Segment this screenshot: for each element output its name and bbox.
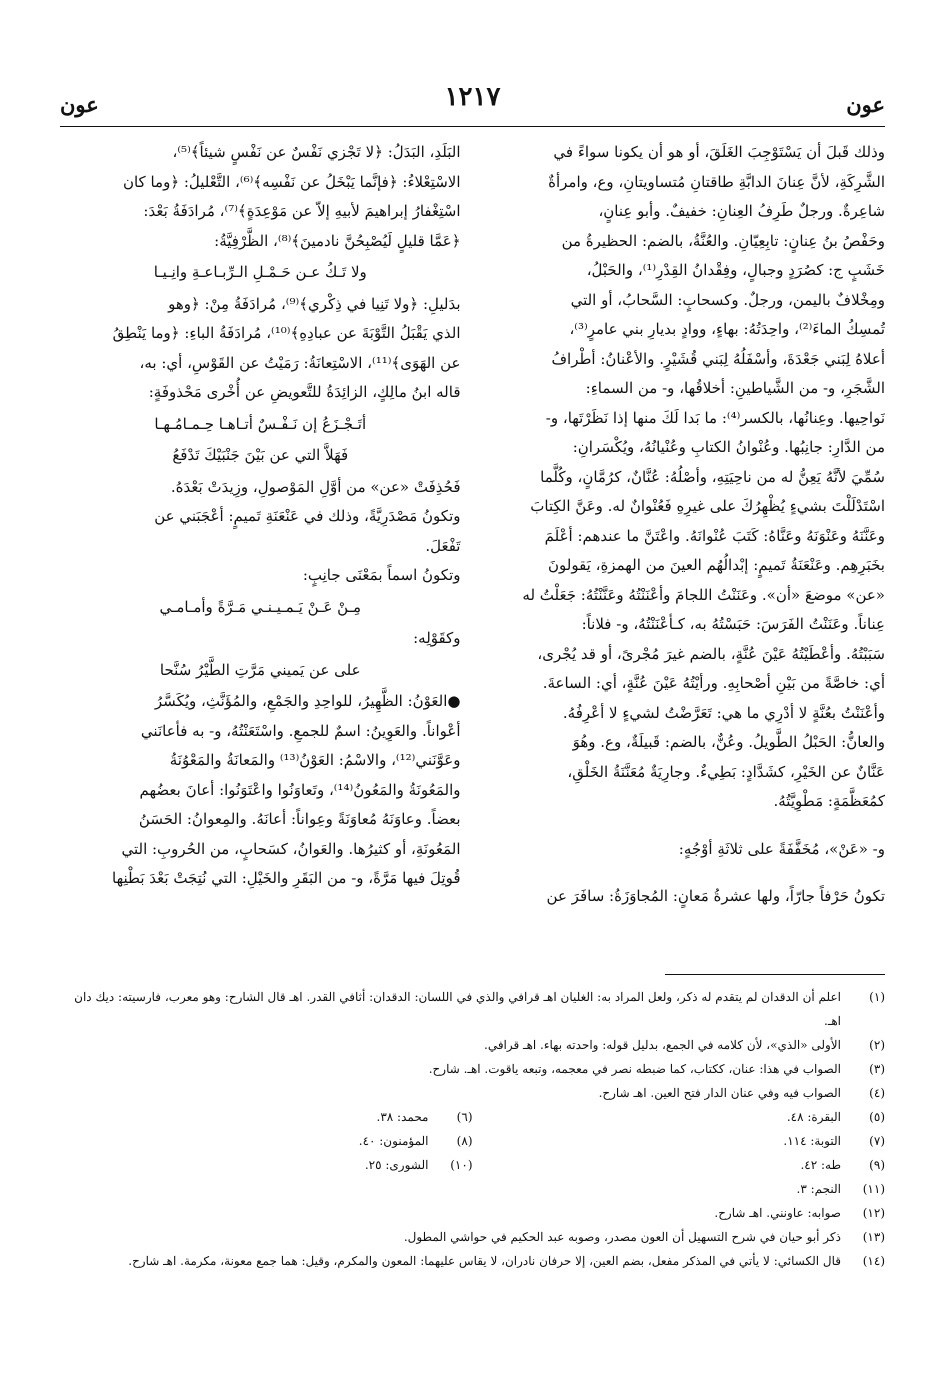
poetry-verse: فَهَلاَّ التي عن بَيْنَ جَنْبَيْكَ تَدْفَعُ bbox=[172, 446, 349, 464]
footnote bbox=[473, 1129, 886, 1153]
footnote-text: الصواب فيه وفي عنان الدار فتح العين. اهـ شارح. bbox=[598, 1086, 841, 1100]
text-line: والعانُّ: الحَبْلُ الطَّويلُ. وعُنٌّ، بالضم: قَبيلَةٌ، وع. وهُوَ bbox=[572, 733, 885, 751]
text-line: عَنَّانٌ عن الخَيْرِ، كشَدَّادٍ: بَطِيءٌ. وجارِيَةٌ مُعَنَّنَةُ الخَلْقِ، bbox=[567, 762, 885, 781]
spacer bbox=[485, 817, 886, 835]
footnote bbox=[60, 1033, 885, 1057]
footnote bbox=[473, 1177, 886, 1201]
text-line: المَعُونَةِ، أو كثيرُها. والعَوانُ، كسَحابٍ، من الحُروبِ: التي bbox=[121, 839, 461, 858]
footnote bbox=[60, 1225, 885, 1249]
text-line: تكونُ حَرْفاً جارّاً، ولها عشرةُ مَعانٍ: المُجاوَزَةُ: سافَرَ عن bbox=[546, 887, 885, 905]
footnote bbox=[60, 1249, 885, 1273]
poetry-verse: مِـنْ عَـنْ يَـمـيـنـي مَـرَّةً وأمـامـي bbox=[159, 597, 362, 616]
text-line: فَحُذِفَتْ «عن» من أوَّلِ المَوْصولِ، وزِيدَتْ بَعْدَهُ. bbox=[170, 477, 461, 496]
text-line: سُمِّيَ لأنَّهُ يَعِنُّ له من ناحِيَتِهِ، وأصْلُهُ: عُنَّانٌ، كرُمَّانٍ، وكُلَّما bbox=[540, 467, 885, 486]
footnote bbox=[473, 1105, 886, 1129]
text-line: كمُعَظَّمَةٍ: مَطْوِيَّتُهُ. bbox=[773, 792, 885, 810]
footnote bbox=[60, 1081, 885, 1105]
footnote-text: طه: ٤٢. bbox=[800, 1158, 841, 1172]
footnote-text: النجم: ٣. bbox=[796, 1182, 841, 1196]
footnote bbox=[473, 1153, 886, 1177]
footnotes bbox=[60, 985, 885, 1273]
footnote-text: صوابه: عاونني. اهـ شارح. bbox=[714, 1206, 841, 1220]
footnote-text: قال الكسائي: لا يأتي في المذكر مفعل، بضم العين، إلا حرفان نادران، لا يقاس عليهما: المعون والمكرم، وقيل: هما جمع معونة، مكرمة. اهـ شارح. bbox=[128, 1254, 841, 1268]
poetry-verse: أتَـجْـزَعُ إن نَـفْـسٌ أتـاهـا حِـمـامُـهـا bbox=[154, 414, 367, 433]
text-line: الاسْتِعْلاءُ: ﴿فإنَّما يَبْخَلُ عن نَفْسِه﴾⁽⁶⁾، التَّعْليلُ: ﴿وما كان bbox=[122, 172, 461, 191]
text-line: وكقَوْلِه: bbox=[413, 629, 461, 647]
footnote-text: الشورى: ٢٥. bbox=[364, 1158, 429, 1172]
text-line: بعضاً. وعاوَنَهُ مُعاوَنَةً وعِواناً: أعانَهُ. والمِعوانُ: الحَسَنُ bbox=[138, 810, 461, 828]
text-line: نَواحِيها. وعِنانُها، بالكسر⁽⁴⁾: ما بَدا لَكَ منها إذا نَظَرْتَها، و- bbox=[545, 408, 885, 427]
text-line: البَلَدِ، البَدَلُ: ﴿لا تَجْزي نَفْسٌ عن نَفْسٍ شيئاً﴾⁽⁵⁾، bbox=[172, 143, 461, 161]
text-line: وذلك قَبلَ أن يَسْتَوْجِبَ الغَلَقَ، أو هو أن يكونا سواءً في bbox=[553, 143, 885, 161]
footnote-number: (٩) bbox=[869, 1158, 885, 1172]
footnote-text: التوبة: ١١٤. bbox=[783, 1134, 841, 1148]
text-line: وعَنَّنَهُ وعَنْوَنَهُ وعَنَّاهُ: كَتَبَ عُنْوانَهُ. واعْتَنَّ ما عندهم: أعْلَمَ bbox=[544, 526, 885, 545]
footnote bbox=[60, 1153, 473, 1177]
footnote-row bbox=[60, 1129, 885, 1153]
text-line: وحَفْصُ بنُ عِنانٍ: تابِعِيّانِ. والعُنَّةُ، بالضم: الحظيرةُ من bbox=[561, 231, 885, 250]
footnote-number: (١) bbox=[869, 990, 885, 1004]
poetry-verse: ولا تَـكُ عـن حَـمْـلِ الـرِّبـاعـةِ وانِـيـا bbox=[153, 263, 367, 281]
footnote bbox=[60, 1057, 885, 1081]
text-line: الذي يَقْبَلُ التَّوْبَةَ عن عبادِهِ﴾⁽¹⁰⁾، مُرادَفَةُ الباءِ: ﴿وما يَنْطِقُ bbox=[112, 324, 461, 342]
left-column bbox=[60, 138, 461, 958]
text-line: الشَّرِكَةِ، لأنَّ عِنانَ الدابَّةِ طاقتانِ مُتساويتانِ، وع، وامرأةٌ bbox=[548, 172, 885, 191]
text-line: وأعْنَنْتُ بعُنَّةٍ لا أدْرِي ما هي: تَعَرَّضْتُ لشيءٍ لا أعْرِفُهُ. bbox=[562, 703, 885, 722]
text-line: خَشَبٍ ج: كصُرَدٍ وجبالٍ، وفِقْدانُ القِدْرِ⁽¹⁾، والحَبْلُ، bbox=[586, 261, 885, 279]
footnote-number: (١٢) bbox=[862, 1206, 885, 1220]
footnote-number: (٧) bbox=[869, 1134, 885, 1148]
footnote bbox=[60, 985, 885, 1033]
footnote-number: (١٠) bbox=[450, 1158, 473, 1172]
text-line: من الدَّارِ: جانِبُها. وعُنْوانُ الكتابِ وعُنْيانُهُ، ويُكْسَرانِ: bbox=[572, 438, 885, 456]
footnote-number: (٣) bbox=[869, 1062, 885, 1076]
footnote-divider bbox=[665, 974, 885, 975]
footnote-text: الأولى «الذي»، لأن كلامه في الجمع، بدليل قوله: واحدته بهاء. اهـ قرافي. bbox=[484, 1038, 841, 1052]
header-right-word: عون bbox=[846, 91, 885, 117]
footnote-text: البقرة: ٤٨. bbox=[786, 1110, 841, 1124]
footnote-number: (٥) bbox=[869, 1110, 885, 1124]
footnote-text: المؤمنون: ٤٠. bbox=[358, 1134, 429, 1148]
text-line: بدَليلِ: ﴿ولا تَنِيا في ذِكْري﴾⁽⁹⁾، مُرادَفَةُ مِنْ: ﴿وهو bbox=[168, 294, 461, 313]
text-line: وتكونُ مَصْدَرِيَّةً، وذلك في عَنْعَنَةِ تَميمٍ: أعْجَبَني عن bbox=[154, 507, 461, 525]
footnote-text: الصواب في هذا: عنان، ككتاب، كما ضبطه نصر في معجمه، وتبعه ياقوت. اهـ. شارح. bbox=[428, 1062, 841, 1076]
page-header bbox=[60, 82, 885, 127]
footnote-row bbox=[60, 1105, 885, 1129]
page-number: ١٢١٧ bbox=[444, 82, 501, 112]
text-line: شاعِرةٌ. ورجلٌ طَرِفُ العِنانِ: خفيفٌ. وأبو عِنانٍ، bbox=[598, 202, 885, 220]
text-line: ﴿عَمَّا قليلٍ لَيُصْبِحُنَّ نادمينَ﴾⁽⁸⁾، الظَّرْفِيَّةُ: bbox=[214, 231, 461, 250]
text-line: تُمسِكُ الماءَ⁽²⁾، واحِدَتُهُ: بهاءٍ، ووادٍ بديارِ بني عامرٍ⁽³⁾، bbox=[569, 320, 885, 338]
text-line: اسْتَدْلَلْتَ بشيءٍ يُظْهِرُكَ على غيرِهِ فَعُنْوانٌ له. وعَنَّ الكِتابَ bbox=[530, 497, 885, 515]
text-line: أعْواناً. والعَوِينُ: اسمٌ للجمعِ. واسْتَعَنْتُهُ، و- به فأعانَني bbox=[140, 721, 461, 740]
footnote-number: (١١) bbox=[862, 1182, 885, 1196]
footnote-text: ذكر أبو حيان في شرح التسهيل أن العون مصدر، وصوبه عبد الحكيم في حواشي المطول. bbox=[403, 1230, 841, 1244]
text-line: «عن» موضعَ «أن». وعَنَنْتُ اللجامَ وأعْنَنْتُهُ وعَنَّنْتُهُ: جَعَلْتُ له bbox=[522, 585, 885, 604]
footnote-number: (١٣) bbox=[862, 1230, 885, 1244]
right-column bbox=[485, 138, 886, 958]
footnote-number: (٤) bbox=[869, 1086, 885, 1100]
text-line: عن الهَوَى﴾⁽¹¹⁾، الاسْتِعانَةُ: رَمَيْتُ عن القَوْسِ، أي: به، bbox=[139, 353, 461, 372]
header-left-word: عون bbox=[60, 91, 99, 117]
text-line: وتكونُ اسماً بمَعْنَى جانِبٍ: bbox=[302, 566, 461, 584]
text-line: سَبَبْتُهُ. وأعْطَيْتُهُ عَيْنَ عُنَّةٍ، بالضم غيرَ مُجْرىً، أو قد يُجْرى، bbox=[537, 644, 885, 663]
text-line: وعَوَّنَني⁽¹²⁾، والاسْمُ: العَوْنُ⁽¹³⁾ والمَعانَةُ والمَعْوُنَةُ bbox=[169, 751, 461, 769]
text-line: بخَبَرِهِم. وعَنْعَنَةُ تَميمٍ: إبْدالُهُم العينَ من الهمزةِ، يَقولونَ bbox=[547, 556, 885, 574]
text-line: الشَّجَرِ، و- من الشَّياطينِ: أخلاقُها، و- من السماءِ: bbox=[585, 379, 885, 397]
footnote-text: محمد: ٣٨. bbox=[376, 1110, 429, 1124]
footnote-number: (٨) bbox=[456, 1134, 473, 1148]
text-line: أي: خاصَّةً من بَيْنِ أصْحابِهِ. ورأيْتُهُ عَيْنَ عُنَّةٍ، أي: الساعةَ. bbox=[542, 674, 885, 692]
footnote bbox=[60, 1129, 473, 1153]
text-line: ومِخْلافٌ باليمن، ورجلٌ. وكسحابٍ: السَّحابُ، أو التي bbox=[570, 290, 885, 309]
footnote bbox=[60, 1105, 473, 1129]
footnote-row bbox=[60, 1177, 885, 1201]
poetry-verse: على عن يَميني مَرَّتِ الطَّيْرُ سُنَّحا bbox=[159, 660, 361, 679]
text-line: تَفْعَلَ. bbox=[425, 536, 461, 555]
text-line: قاله ابنُ مالِكٍ، الزائِدَةُ للتَّعويضِ عن أُخْرى مَحْذوفَةٍ: bbox=[148, 383, 461, 401]
section-heading: و- «عَنْ»، مُخَفَّفَةً على ثلاثَةِ أوْجُهٍ: bbox=[678, 839, 885, 858]
spacer bbox=[485, 864, 886, 882]
text-columns bbox=[60, 138, 885, 958]
text-line: عِناناً. وعَنَنْتُ الفَرَسَ: حَبَسْتُهُ به، كـأعْنَنْتُهُ، و- فلاناً: bbox=[581, 615, 885, 633]
text-line: قُوتِلَ فيها مَرَّةً، و- من البَقَرِ والخَيْلِ: التي نُتِجَتْ بَعْدَ بَطْنِها bbox=[112, 869, 461, 887]
text-line: ●العَوْنُ: الظَّهِيرُ، للواحِدِ والجَمْعِ، والمُؤَنَّثِ، ويُكَسَّرُ bbox=[154, 692, 461, 710]
footnote-row bbox=[60, 1153, 885, 1177]
footnote bbox=[60, 1201, 885, 1225]
text-line: والمَعُونَةُ والمَعُونُ⁽¹⁴⁾، وتَعاوَنُوا واعْتَوَنُوا: أعانَ بعضُهم bbox=[139, 780, 461, 799]
text-line: أعلاهُ لِبَني جَعْدَةَ، وأسْفَلُهُ لِبَني قُشَيْرٍ. والأعْنانُ: أطْرافُ bbox=[551, 349, 885, 368]
footnote-number: (١٤) bbox=[862, 1254, 885, 1268]
footnote-text: اعلم أن الدقدان لم يتقدم له ذكر، ولعل المراد به: الغليان اهـ قرافي والذي في اللسان: الدقدان: أثافي القدر. اهـ قال الشارح: وهو معرب، فارسيته: ديك دان اهـ. bbox=[74, 990, 841, 1028]
text-line: اسْتِغْفارُ إبراهيمَ لأبيهِ إلاّ عن مَوْعِدَةٍ﴾⁽⁷⁾، مُرادَفَةُ بَعْدَ: bbox=[143, 202, 461, 220]
footnote-number: (٢) bbox=[869, 1038, 885, 1052]
footnote-number: (٦) bbox=[456, 1110, 473, 1124]
